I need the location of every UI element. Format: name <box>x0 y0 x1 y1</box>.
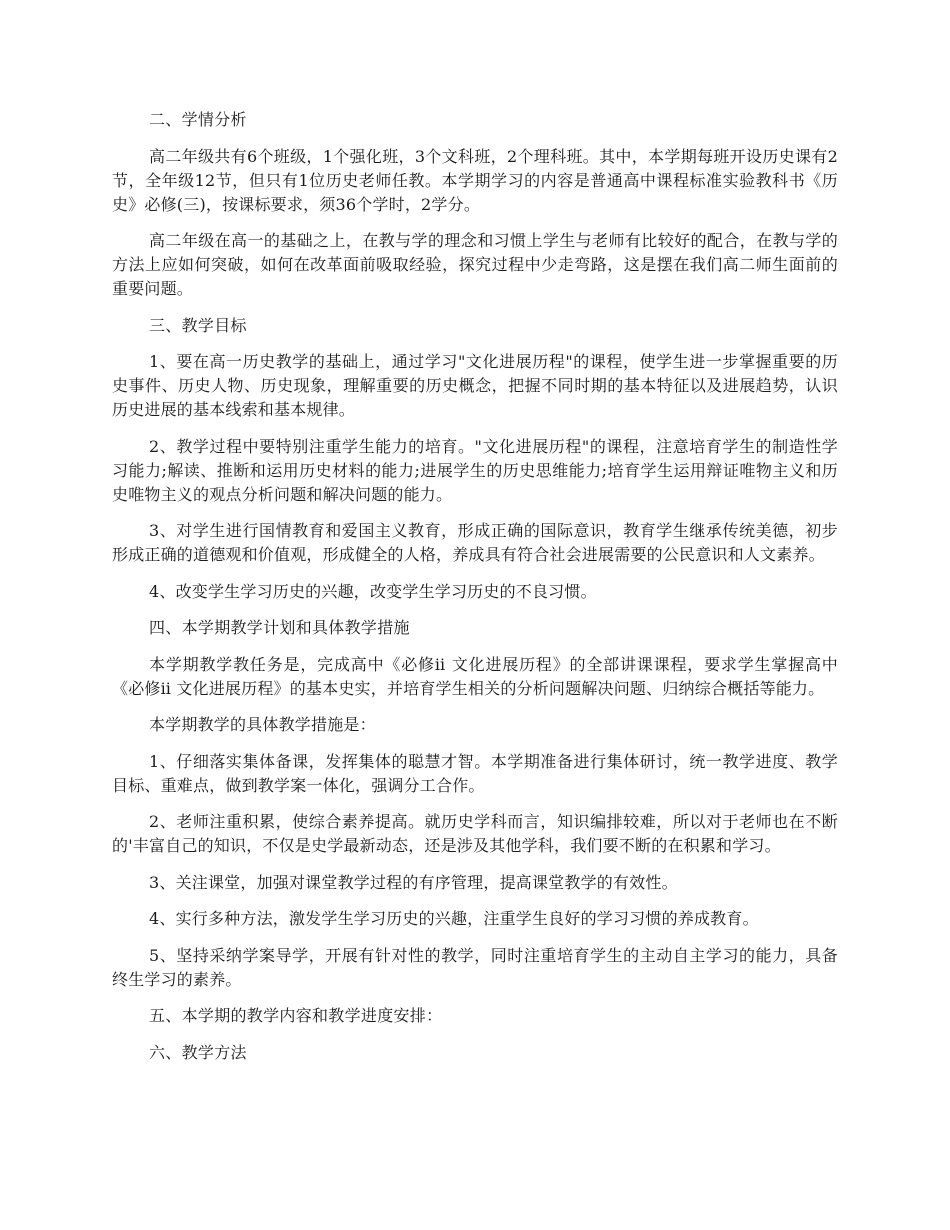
paragraph-goal-3: 3、对学生进行国情教育和爱国主义教育，形成正确的国际意识，教育学生继承传统美德，初步形成正确的道德观和价值观，形成健全的人格，养成具有符合社会进展需要的公民意识和人文素养。 <box>112 521 838 564</box>
paragraph-measure-2: 2、老师注重积累，使综合素养提高。就历史学科而言，知识编排较难，所以对于老师也在不断的'丰富自己的知识，不仅是史学最新动态，还是涉及其他学科，我们要不断的在积累和学习。 <box>112 812 838 855</box>
paragraph-measure-3: 3、关注课堂，加强对课堂教学过程的有序管理，提高课堂教学的有效性。 <box>149 872 678 892</box>
section-heading-content-schedule: 五、本学期的教学内容和教学进度安排： <box>149 1006 443 1025</box>
paragraph-goal-2: 2、教学过程中要特别注重学生能力的培育。"文化进展历程"的课程，注意培育学生的制造性学习能力;解读、推断和运用历史材料的能力;进展学生的历史思维能力;培育学生运用辩证唯物主义和历史唯物主义的观点分析问题和解决问题的能力。 <box>112 436 838 504</box>
paragraph-measure-1: 1、仔细落实集体备课，发挥集体的聪慧才智。本学期准备进行集体研讨，统一教学进度、教学目标、重难点，做到教学案一体化，强调分工合作。 <box>112 751 838 795</box>
paragraph-measure-5: 5、坚持采纳学案导学，开展有针对性的教学，同时注重培育学生的主动自主学习的能力，具备终生学习的素养。 <box>112 945 838 989</box>
paragraph-measure-4: 4、实行多种方法，激发学生学习历史的兴趣，注重学生良好的学习习惯的养成教育。 <box>149 909 759 928</box>
paragraph-measures-intro: 本学期教学的具体教学措施是： <box>149 715 376 734</box>
section-heading-student-analysis: 二、学情分析 <box>149 110 247 129</box>
document-page <box>112 108 838 1077</box>
paragraph-grade-foundation: 高二年级在高一的基础之上，在教与学的理念和习惯上学生与老师有比较好的配合，在教与学的方法上应如何突破，如何在改革面前吸取经验，探究过程中少走弯路，这是摆在我们高二师生面前的重要问题。 <box>112 231 838 298</box>
section-heading-teaching-methods: 六、教学方法 <box>149 1042 247 1062</box>
paragraph-class-overview: 高二年级共有6个班级，1个强化班，3个文科班，2个理科班。其中，本学期每班开设历史课有2节，全年级12节，但只有1位历史老师任教。本学期学习的内容是普通高中课程标准实验教科书《历史》必修(三)，按课标要求，须36个学时，2学分。 <box>112 146 838 214</box>
paragraph-goal-4: 4、改变学生学习历史的兴趣，改变学生学习历史的不良习惯。 <box>149 581 597 601</box>
section-heading-teaching-plan: 四、本学期教学计划和具体教学措施 <box>149 618 410 637</box>
section-heading-teaching-goals: 三、教学目标 <box>149 315 247 335</box>
paragraph-semester-task: 本学期教学教任务是，完成高中《必修ⅱ 文化进展历程》的全部讲课课程，要求学生掌握高中《必修ⅱ 文化进展历程》的基本史实，并培育学生相关的分析问题解决问题、归纳综合概括等能力。 <box>112 654 838 698</box>
paragraph-goal-1: 1、要在高一历史教学的基础上，通过学习"文化进展历程"的课程，使学生进一步掌握重要的历史事件、历史人物、历史现象，理解重要的历史概念，把握不同时期的基本特征以及进展趋势，认识历史进展的基本线索和基本规律。 <box>112 352 838 419</box>
